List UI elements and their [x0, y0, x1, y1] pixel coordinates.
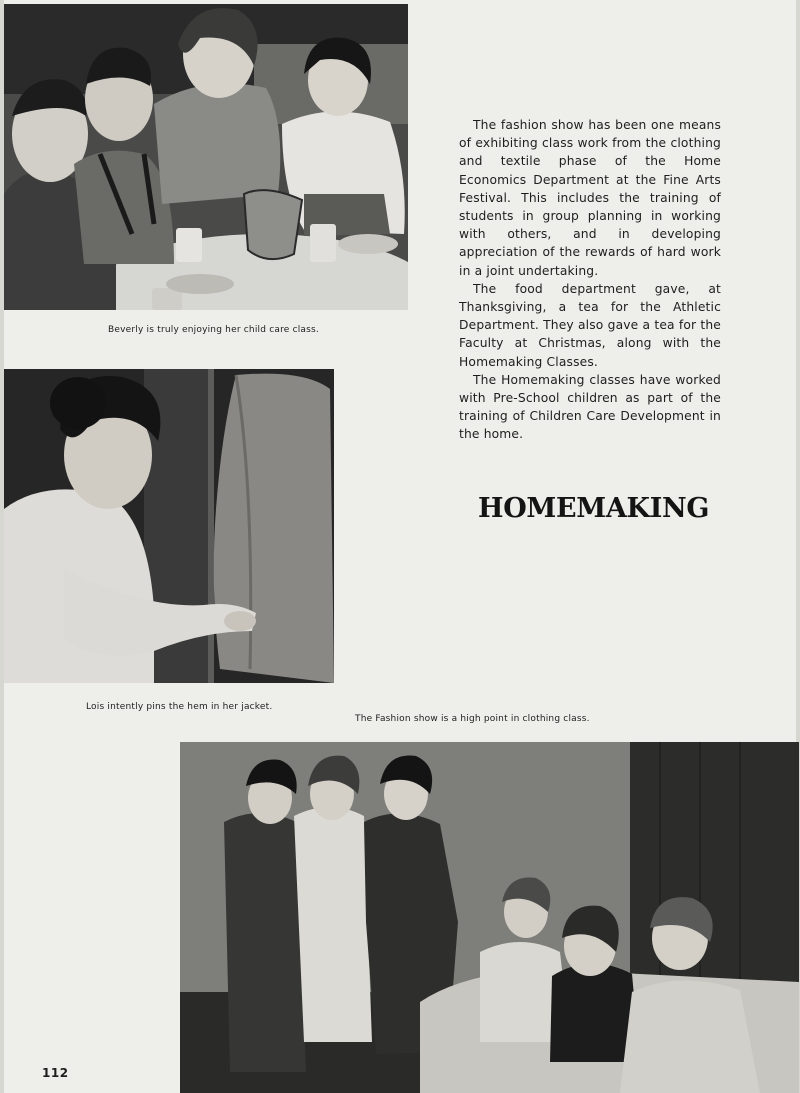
- hem-caption: Lois intently pins the hem in her jacket.: [86, 702, 273, 712]
- body-paragraph: The Homemaking classes have worked with Pre-School children as part of the training of Children Care Development in the home.: [459, 372, 721, 442]
- child-care-photo: [4, 4, 408, 310]
- hem-photo: [4, 369, 334, 683]
- article-body: [459, 116, 721, 444]
- page-number: 112: [42, 1066, 69, 1080]
- fashion-show-photo: [180, 742, 799, 1093]
- section-heading: HOMEMAKING: [478, 493, 710, 524]
- child-care-caption: Beverly is truly enjoying her child care class.: [108, 325, 319, 335]
- fashion-show-caption: The Fashion show is a high point in clothing class.: [355, 714, 590, 724]
- body-paragraph: The food department gave, at Thanksgiving, a tea for the Athletic Department. They also gave a tea for the Faculty at Christmas, along with the Homemaking Classes.: [459, 281, 721, 369]
- body-paragraph: The fashion show has been one means of exhibiting class work from the clothing and textile phase of the Home Economics Department at the Fine Arts Festival. This includes the training of students in group planning in working with others, and in developing appreciation of the rewards of hard work in a joint undertaking.: [459, 118, 721, 278]
